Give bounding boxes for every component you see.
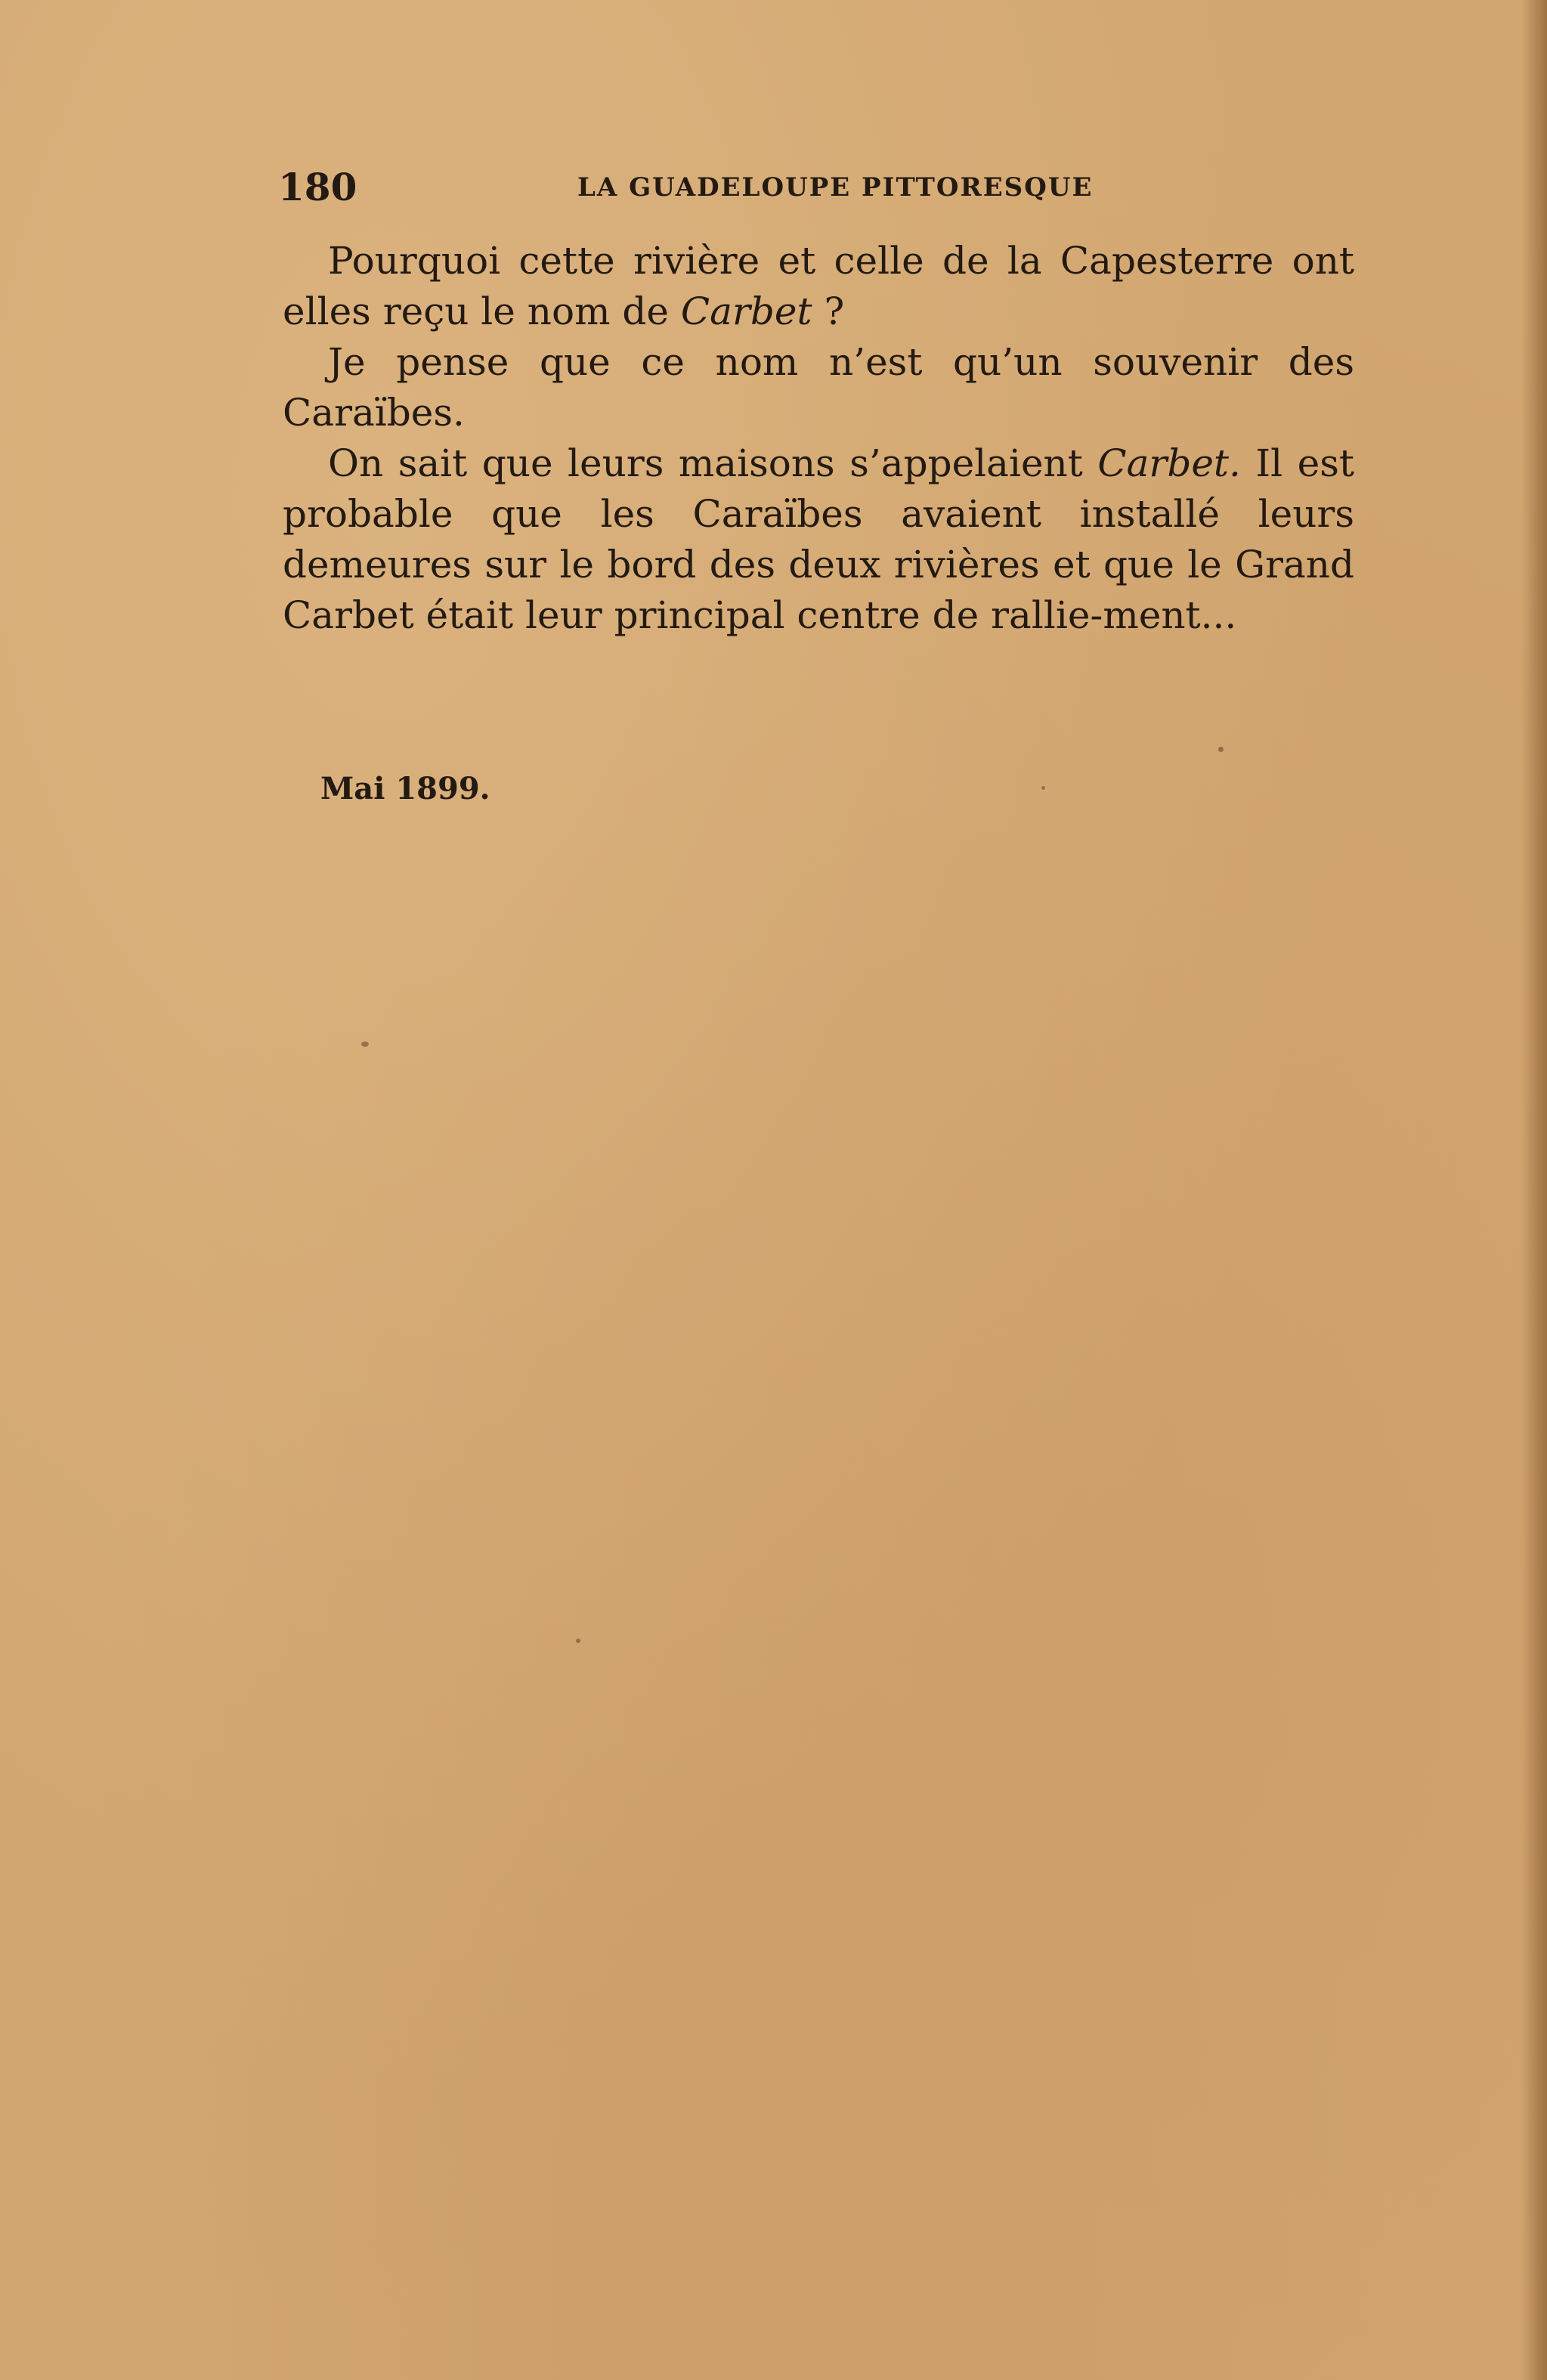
- paragraph-2: [283, 337, 1354, 438]
- running-head: LA GUADELOUPE PITTORESQUE: [577, 172, 1094, 203]
- paragraph-3: [283, 438, 1354, 641]
- dateline: Mai 1899.: [320, 771, 490, 806]
- paper-speck: [1218, 747, 1224, 752]
- body-text: [283, 236, 1354, 641]
- page-edge-shadow: [1521, 0, 1547, 2380]
- paragraph-3-text: On sait que leurs maisons s’appelaient: [328, 441, 1098, 485]
- paragraph-1-text: Pourquoi cette rivière et celle de la Capesterre ont elles reçu le nom de: [283, 239, 1354, 333]
- paragraph-3-italic: Carbet.: [1097, 441, 1241, 485]
- page-header: [278, 165, 1359, 210]
- paragraph-1-end: ?: [812, 289, 845, 333]
- paragraph-2-text: Je pense que ce nom n’est qu’un souvenir des Caraïbes.: [283, 340, 1354, 435]
- paragraph-1: [283, 236, 1354, 337]
- paragraph-1-italic: Carbet: [680, 289, 812, 333]
- paragraph-3-end: Il est probable que les Caraïbes avaient installé leurs demeures sur le bord des deux rivières et que le Grand Carbet était leur principal centre de rallie-ment...: [283, 441, 1354, 637]
- page-number: 180: [278, 165, 357, 209]
- paper-speck: [361, 1041, 369, 1047]
- paper-speck: [1041, 786, 1045, 790]
- paper-speck: [576, 1639, 580, 1643]
